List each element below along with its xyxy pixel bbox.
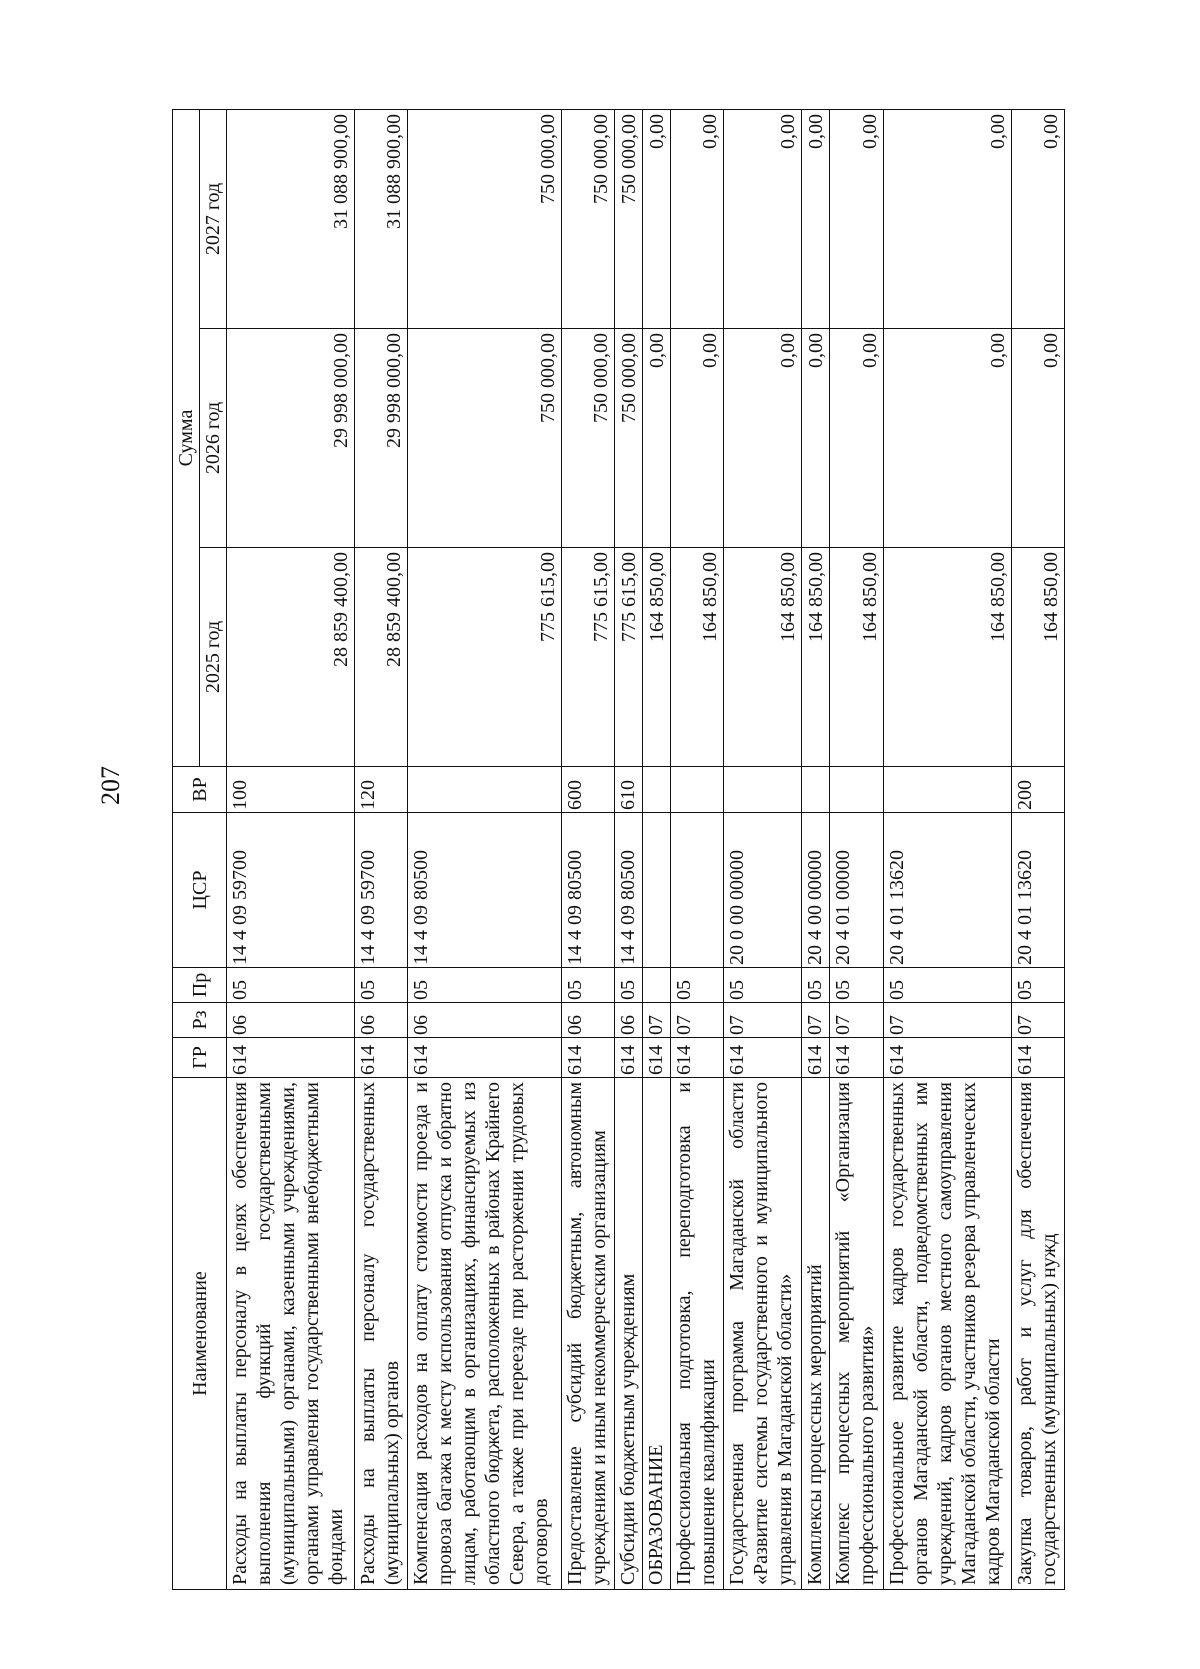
row-rz: 07 (802, 1003, 830, 1038)
row-sum-2026: 750 000,00 (408, 329, 561, 548)
row-vr (883, 767, 1011, 813)
row-pr: 05 (883, 968, 1011, 1003)
table-row (670, 109, 723, 1589)
row-name: Профессиональная подготовка, переподготовка и повышение квалификации (670, 1078, 723, 1590)
row-gr: 614 (670, 1038, 723, 1078)
page-number: 207 (96, 766, 125, 805)
row-gr: 614 (614, 1038, 642, 1078)
row-name: Профессиональное развитие кадров государственных органов Магаданской области, подведомственных им учреждений, кадров органов местного самоуправления Магаданской области, участников резерва управленческих кадров Магаданской области (883, 1078, 1011, 1590)
row-sum-2025: 164 850,00 (802, 548, 830, 767)
row-csr: 14 4 09 80500 (408, 813, 561, 968)
header-year-2025: 2025 год (200, 548, 227, 767)
row-pr: 05 (408, 968, 561, 1003)
table-row (883, 109, 1011, 1589)
row-rz: 07 (883, 1003, 1011, 1038)
row-sum-2027: 0,00 (642, 109, 670, 328)
row-name: ОБРАЗОВАНИЕ (642, 1078, 670, 1590)
row-vr: 200 (1011, 767, 1064, 813)
row-sum-2027: 750 000,00 (561, 109, 614, 328)
row-vr (802, 767, 830, 813)
row-csr: 20 4 00 00000 (802, 813, 830, 968)
row-gr: 614 (883, 1038, 1011, 1078)
row-csr (670, 813, 723, 968)
row-rz: 06 (561, 1003, 614, 1038)
row-sum-2027: 0,00 (670, 109, 723, 328)
row-gr: 614 (830, 1038, 883, 1078)
row-pr: 05 (355, 968, 408, 1003)
row-sum-2025: 164 850,00 (642, 548, 670, 767)
row-sum-2027: 0,00 (883, 109, 1011, 328)
row-pr: 05 (1011, 968, 1064, 1003)
table-row (724, 109, 802, 1589)
row-pr: 05 (670, 968, 723, 1003)
row-csr: 20 4 01 13620 (1011, 813, 1064, 968)
row-sum-2025: 164 850,00 (724, 548, 802, 767)
row-vr (724, 767, 802, 813)
row-name: Субсидии бюджетным учреждениям (614, 1078, 642, 1590)
row-name: Расходы на выплаты персоналу государственных (муниципальных) органов (355, 1078, 408, 1590)
row-csr: 14 4 09 59700 (227, 813, 355, 968)
row-csr (642, 813, 670, 968)
table-row (408, 109, 561, 1589)
row-rz: 07 (642, 1003, 670, 1038)
budget-table-container (172, 110, 1065, 1590)
row-sum-2025: 28 859 400,00 (227, 548, 355, 767)
row-sum-2026: 0,00 (802, 329, 830, 548)
row-sum-2025: 164 850,00 (883, 548, 1011, 767)
table-row (614, 109, 642, 1589)
header-year-2026: 2026 год (200, 329, 227, 548)
row-sum-2026: 0,00 (724, 329, 802, 548)
row-gr: 614 (802, 1038, 830, 1078)
row-rz: 06 (408, 1003, 561, 1038)
row-pr: 05 (561, 968, 614, 1003)
row-gr: 614 (724, 1038, 802, 1078)
row-rz: 07 (830, 1003, 883, 1038)
table-row (227, 109, 355, 1589)
row-csr: 20 4 01 00000 (830, 813, 883, 968)
header-name: Наименование (173, 1078, 227, 1590)
row-gr: 614 (355, 1038, 408, 1078)
row-sum-2027: 31 088 900,00 (227, 109, 355, 328)
table-row (1011, 109, 1064, 1589)
row-sum-2027: 0,00 (724, 109, 802, 328)
row-rz: 06 (614, 1003, 642, 1038)
header-sum: Сумма (173, 109, 200, 766)
row-vr: 100 (227, 767, 355, 813)
row-sum-2025: 164 850,00 (670, 548, 723, 767)
row-csr: 14 4 09 80500 (614, 813, 642, 968)
row-sum-2025: 164 850,00 (1011, 548, 1064, 767)
row-sum-2025: 28 859 400,00 (355, 548, 408, 767)
table-row (802, 109, 830, 1589)
row-sum-2026: 750 000,00 (561, 329, 614, 548)
row-csr: 20 4 01 13620 (883, 813, 1011, 968)
row-pr: 05 (802, 968, 830, 1003)
row-sum-2025: 775 615,00 (614, 548, 642, 767)
row-vr: 120 (355, 767, 408, 813)
row-name: Комплекс процессных мероприятий «Организация профессионального развития» (830, 1078, 883, 1590)
row-gr: 614 (642, 1038, 670, 1078)
budget-table (172, 109, 1065, 1590)
row-sum-2026: 0,00 (1011, 329, 1064, 548)
row-pr: 05 (227, 968, 355, 1003)
row-sum-2026: 29 998 000,00 (227, 329, 355, 548)
row-sum-2027: 0,00 (1011, 109, 1064, 328)
row-sum-2026: 0,00 (670, 329, 723, 548)
row-name: Государственная программа Магаданской области «Развитие системы государственного и муниципального управления в Магаданской области» (724, 1078, 802, 1590)
row-rz: 06 (227, 1003, 355, 1038)
row-sum-2027: 31 088 900,00 (355, 109, 408, 328)
row-sum-2027: 0,00 (830, 109, 883, 328)
row-sum-2025: 775 615,00 (408, 548, 561, 767)
row-rz: 07 (1011, 1003, 1064, 1038)
header-gr: ГР (173, 1038, 227, 1078)
row-pr: 05 (614, 968, 642, 1003)
row-vr (408, 767, 561, 813)
table-body (227, 109, 1065, 1589)
header-year-2027: 2027 год (200, 109, 227, 328)
row-sum-2027: 750 000,00 (408, 109, 561, 328)
header-vr: ВР (173, 767, 227, 813)
row-sum-2025: 775 615,00 (561, 548, 614, 767)
row-gr: 614 (227, 1038, 355, 1078)
table-row (830, 109, 883, 1589)
header-rz: Рз (173, 1003, 227, 1038)
row-name: Предоставление субсидий бюджетным, автономным учреждениям и иным некоммерческим организациям (561, 1078, 614, 1590)
row-sum-2027: 750 000,00 (614, 109, 642, 328)
row-gr: 614 (561, 1038, 614, 1078)
row-csr: 14 4 09 59700 (355, 813, 408, 968)
row-vr (642, 767, 670, 813)
table-row (355, 109, 408, 1589)
row-sum-2025: 164 850,00 (830, 548, 883, 767)
row-rz: 06 (355, 1003, 408, 1038)
header-pr: Пр (173, 968, 227, 1003)
table-row (561, 109, 614, 1589)
header-csr: ЦСР (173, 813, 227, 968)
row-csr: 14 4 09 80500 (561, 813, 614, 968)
row-sum-2027: 0,00 (802, 109, 830, 328)
row-pr: 05 (830, 968, 883, 1003)
row-vr: 600 (561, 767, 614, 813)
row-gr: 614 (1011, 1038, 1064, 1078)
row-vr (670, 767, 723, 813)
row-pr (642, 968, 670, 1003)
row-rz: 07 (724, 1003, 802, 1038)
row-name: Компенсация расходов на оплату стоимости проезда и провоза багажа к месту использования отпуска и обратно лицам, работающим в организациях, финансируемых из областного бюджета, расположенных в районах Крайнего Севера, а также при переезде при расторжении трудовых договоров (408, 1078, 561, 1590)
row-pr: 05 (724, 968, 802, 1003)
row-name: Комплексы процессных мероприятий (802, 1078, 830, 1590)
row-name: Закупка товаров, работ и услуг для обеспечения государственных (муниципальных) нужд (1011, 1078, 1064, 1590)
row-name: Расходы на выплаты персоналу в целях обеспечения выполнения функций государственными (муниципальными) органами, казенными учреждениями, органами управления государственными внебюджетными фондами (227, 1078, 355, 1590)
row-sum-2026: 750 000,00 (614, 329, 642, 548)
row-vr: 610 (614, 767, 642, 813)
row-sum-2026: 0,00 (830, 329, 883, 548)
row-vr (830, 767, 883, 813)
row-gr: 614 (408, 1038, 561, 1078)
row-csr: 20 0 00 00000 (724, 813, 802, 968)
row-sum-2026: 0,00 (883, 329, 1011, 548)
row-rz: 07 (670, 1003, 723, 1038)
row-sum-2026: 29 998 000,00 (355, 329, 408, 548)
table-row (642, 109, 670, 1589)
row-sum-2026: 0,00 (642, 329, 670, 548)
